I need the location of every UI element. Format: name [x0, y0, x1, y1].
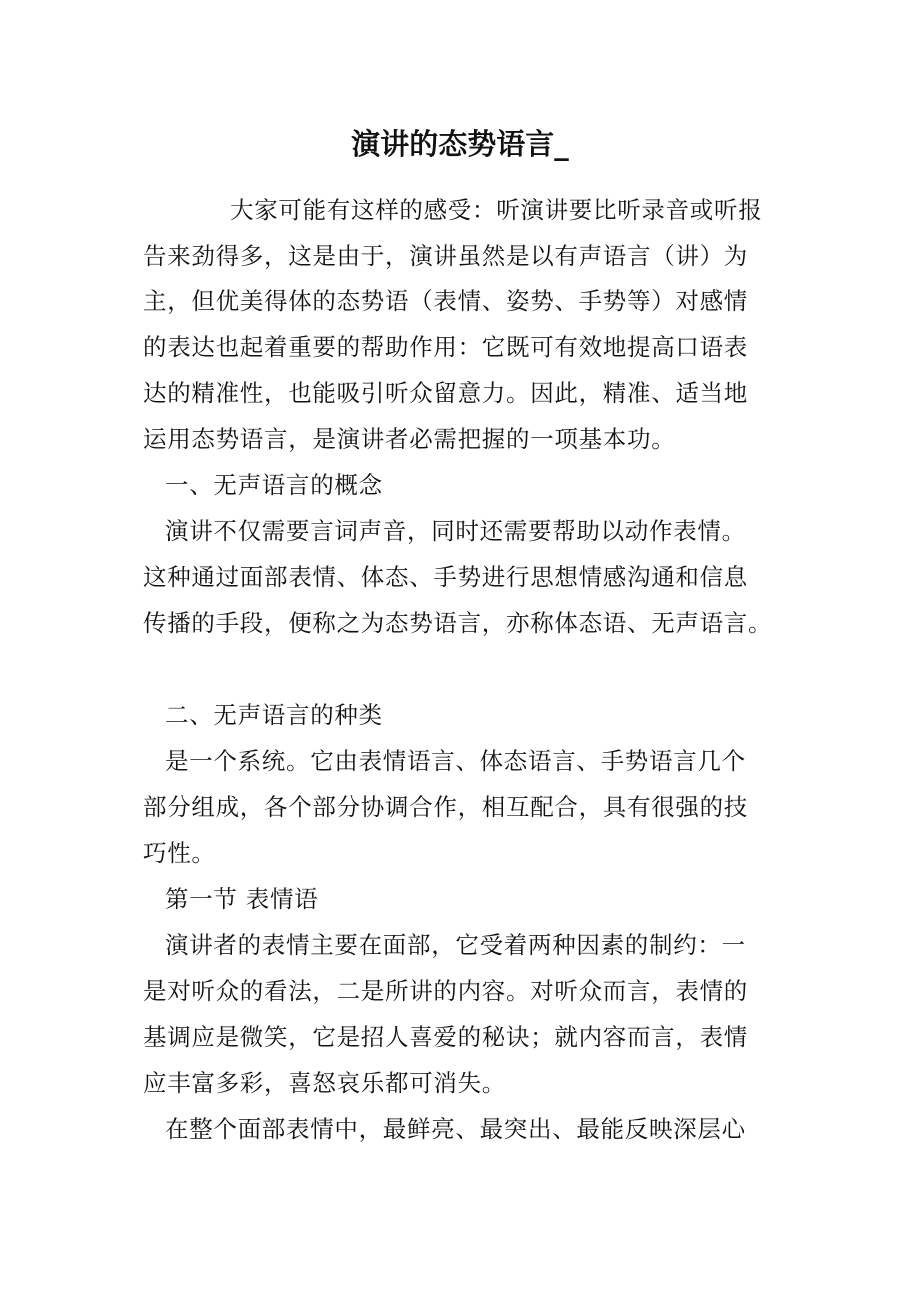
paragraph-line: 运用态势语言，是演讲者必需把握的一项基本功。: [143, 425, 676, 453]
paragraph-line: 演讲者的表情主要在面部，它受着两种因素的制约：一: [165, 931, 746, 959]
section-heading: 一、无声语言的概念: [165, 471, 383, 499]
paragraph-line: 达的精准性，也能吸引听众留意力。因此，精准、适当地: [143, 379, 748, 407]
subsection-heading: 第一节 表情语: [165, 885, 319, 913]
paragraph-line: 告来劲得多，这是由于，演讲虽然是以有声语言（讲）为: [143, 242, 748, 270]
paragraph-line: 主，但优美得体的态势语（表情、姿势、手势等）对感情: [143, 287, 748, 315]
paragraph-line: 大家可能有这样的感受：听演讲要比听录音或听报: [230, 196, 763, 224]
paragraph-line: 基调应是微笑，它是招人喜爱的秘诀；就内容而言，表情: [143, 1023, 748, 1051]
paragraph-line: 这种通过面部表情、体态、手势进行思想情感沟通和信息: [143, 563, 748, 591]
paragraph-line: 的表达也起着重要的帮助作用：它既可有效地提高口语表: [143, 333, 748, 361]
paragraph-line: 是一个系统。它由表情语言、体态语言、手势语言几个: [165, 747, 746, 775]
paragraph-line: 在整个面部表情中，最鲜亮、最突出、最能反映深层心: [165, 1115, 746, 1143]
document-title: 演讲的态势语言_: [351, 127, 569, 161]
paragraph-line: 是对听众的看法，二是所讲的内容。对听众而言，表情的: [143, 977, 748, 1005]
paragraph-line: 巧性。: [143, 839, 216, 867]
paragraph-line: 演讲不仅需要言词声音，同时还需要帮助以动作表情。: [165, 517, 746, 545]
paragraph-line: 部分组成，各个部分协调合作，相互配合，具有很强的技: [143, 793, 748, 821]
paragraph-line: 应丰富多彩，喜怒哀乐都可消失。: [143, 1069, 506, 1097]
section-heading: 二、无声语言的种类: [165, 701, 383, 729]
paragraph-line: 传播的手段，便称之为态势语言，亦称体态语、无声语言。: [143, 609, 773, 637]
